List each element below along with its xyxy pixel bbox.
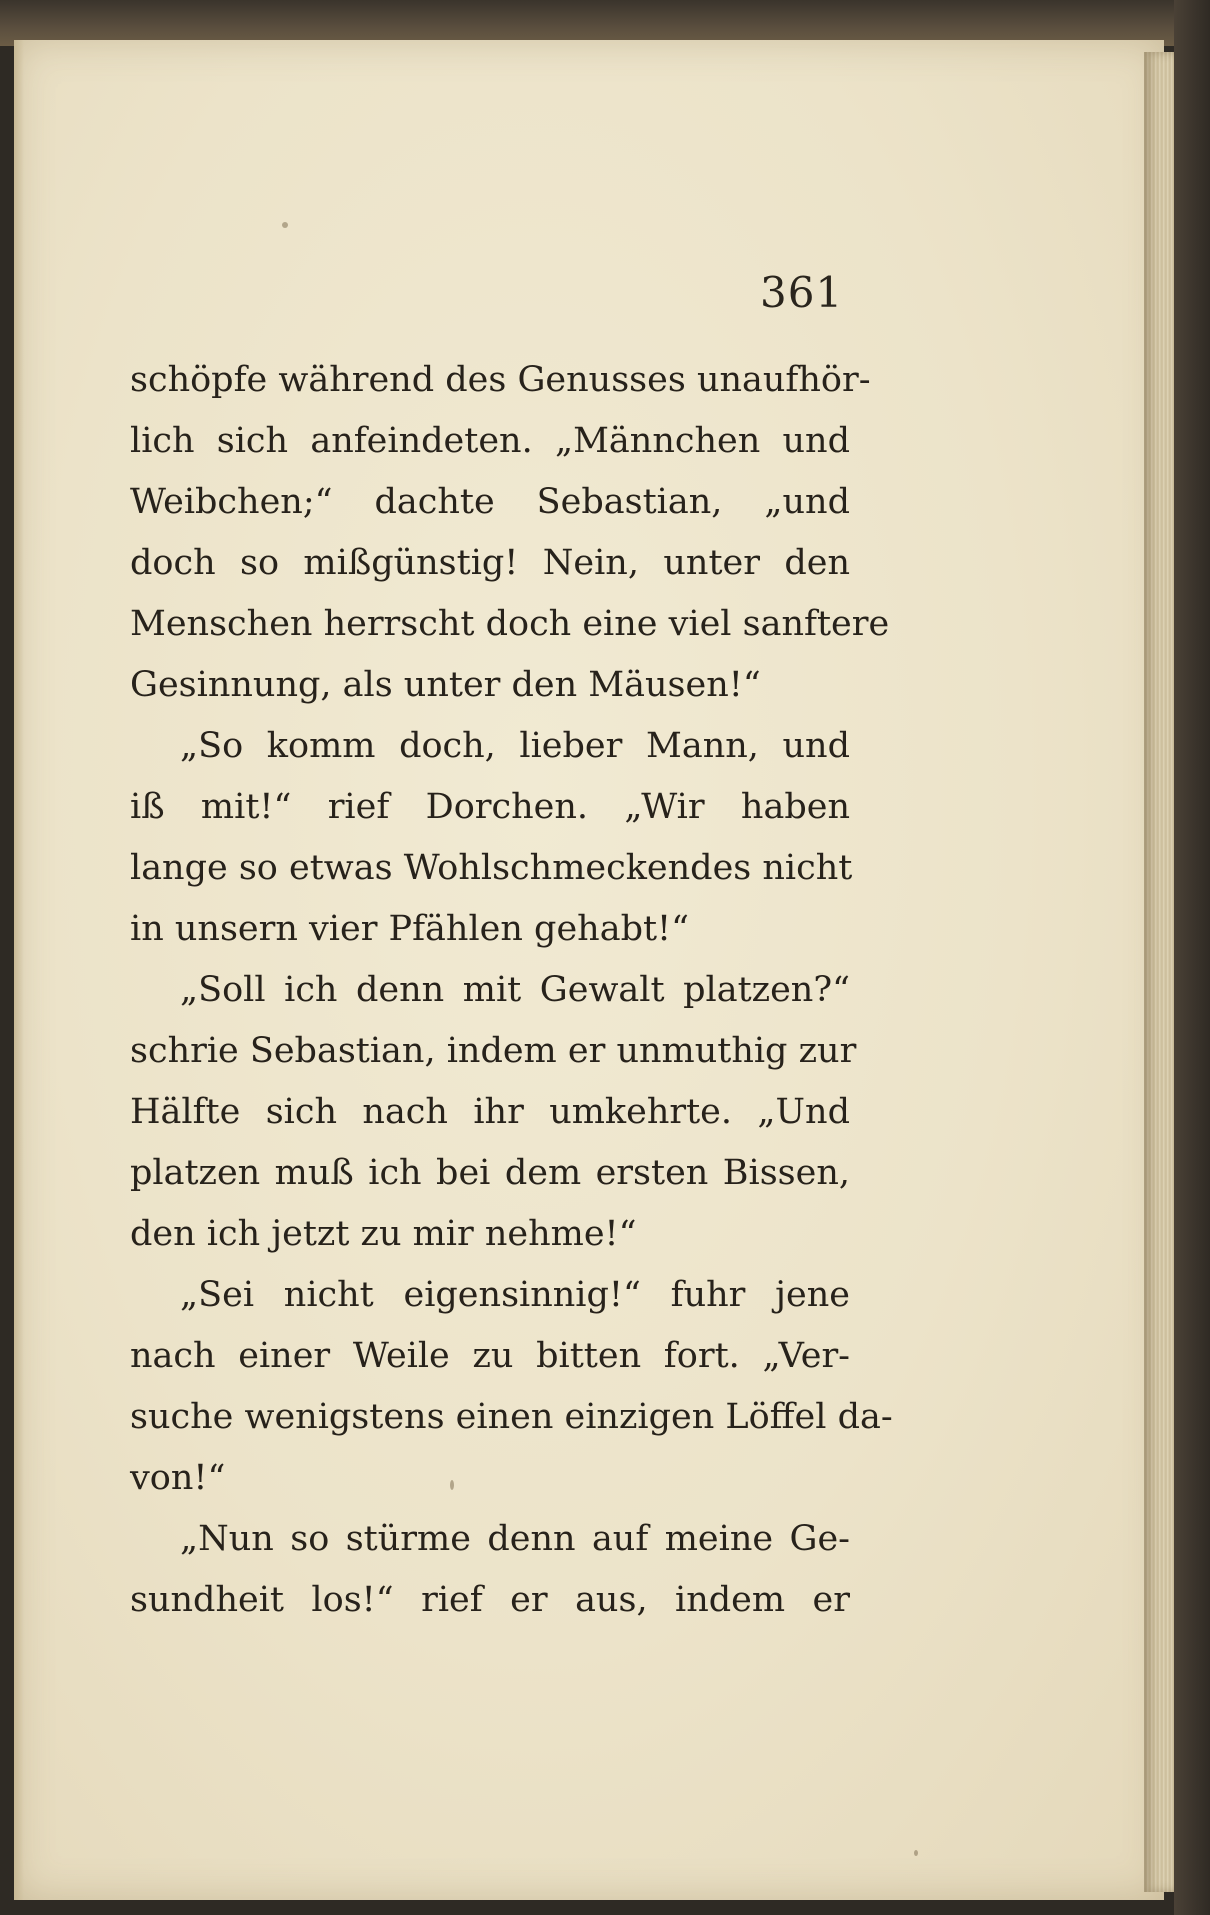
text-line: in unsern vier Pfählen gehabt!“: [130, 909, 689, 949]
text-line: den ich jetzt zu mir nehme!“: [130, 1214, 637, 1254]
text-line: iß mit!“ rief Dorchen. „Wir haben: [130, 787, 850, 827]
text-line: schrie Sebastian, indem er unmuthig zur: [130, 1031, 857, 1071]
text-line: „Soll ich denn mit Gewalt platzen?“: [180, 970, 850, 1010]
page-number: 361: [760, 268, 844, 317]
paper-speck: [914, 1850, 918, 1856]
text-line: lich sich anfeindeten. „Männchen und: [130, 421, 850, 461]
text-line: Gesinnung, als unter den Mäusen!“: [130, 665, 761, 705]
text-line: „Nun so stürme denn auf meine Ge-: [180, 1519, 850, 1559]
page-edges-stack: [1144, 52, 1174, 1892]
book-cover-right-edge: [1174, 0, 1210, 1915]
paper-speck: [282, 222, 288, 228]
text-line: nach einer Weile zu bitten fort. „Ver-: [130, 1336, 850, 1376]
text-line: suche wenigstens einen einzigen Löffel da-: [130, 1397, 893, 1437]
text-line: doch so mißgünstig! Nein, unter den: [130, 543, 850, 583]
text-line: von!“: [130, 1458, 226, 1498]
body-text: [130, 350, 893, 1631]
text-line: „Sei nicht eigensinnig!“ fuhr jene: [180, 1275, 850, 1315]
text-line: sundheit los!“ rief er aus, indem er: [130, 1580, 850, 1620]
text-line: Menschen herrscht doch eine viel sanftere: [130, 604, 890, 644]
text-line: Weibchen;“ dachte Sebastian, „und: [130, 482, 850, 522]
page-gutter-shadow: [14, 40, 24, 1900]
text-line: Hälfte sich nach ihr umkehrte. „Und: [130, 1092, 850, 1132]
text-line: schöpfe während des Genusses unaufhör-: [130, 360, 871, 400]
text-line: platzen muß ich bei dem ersten Bissen,: [130, 1153, 850, 1193]
text-line: lange so etwas Wohlschmeckendes nicht: [130, 848, 853, 888]
text-line: „So komm doch, lieber Mann, und: [180, 726, 850, 766]
